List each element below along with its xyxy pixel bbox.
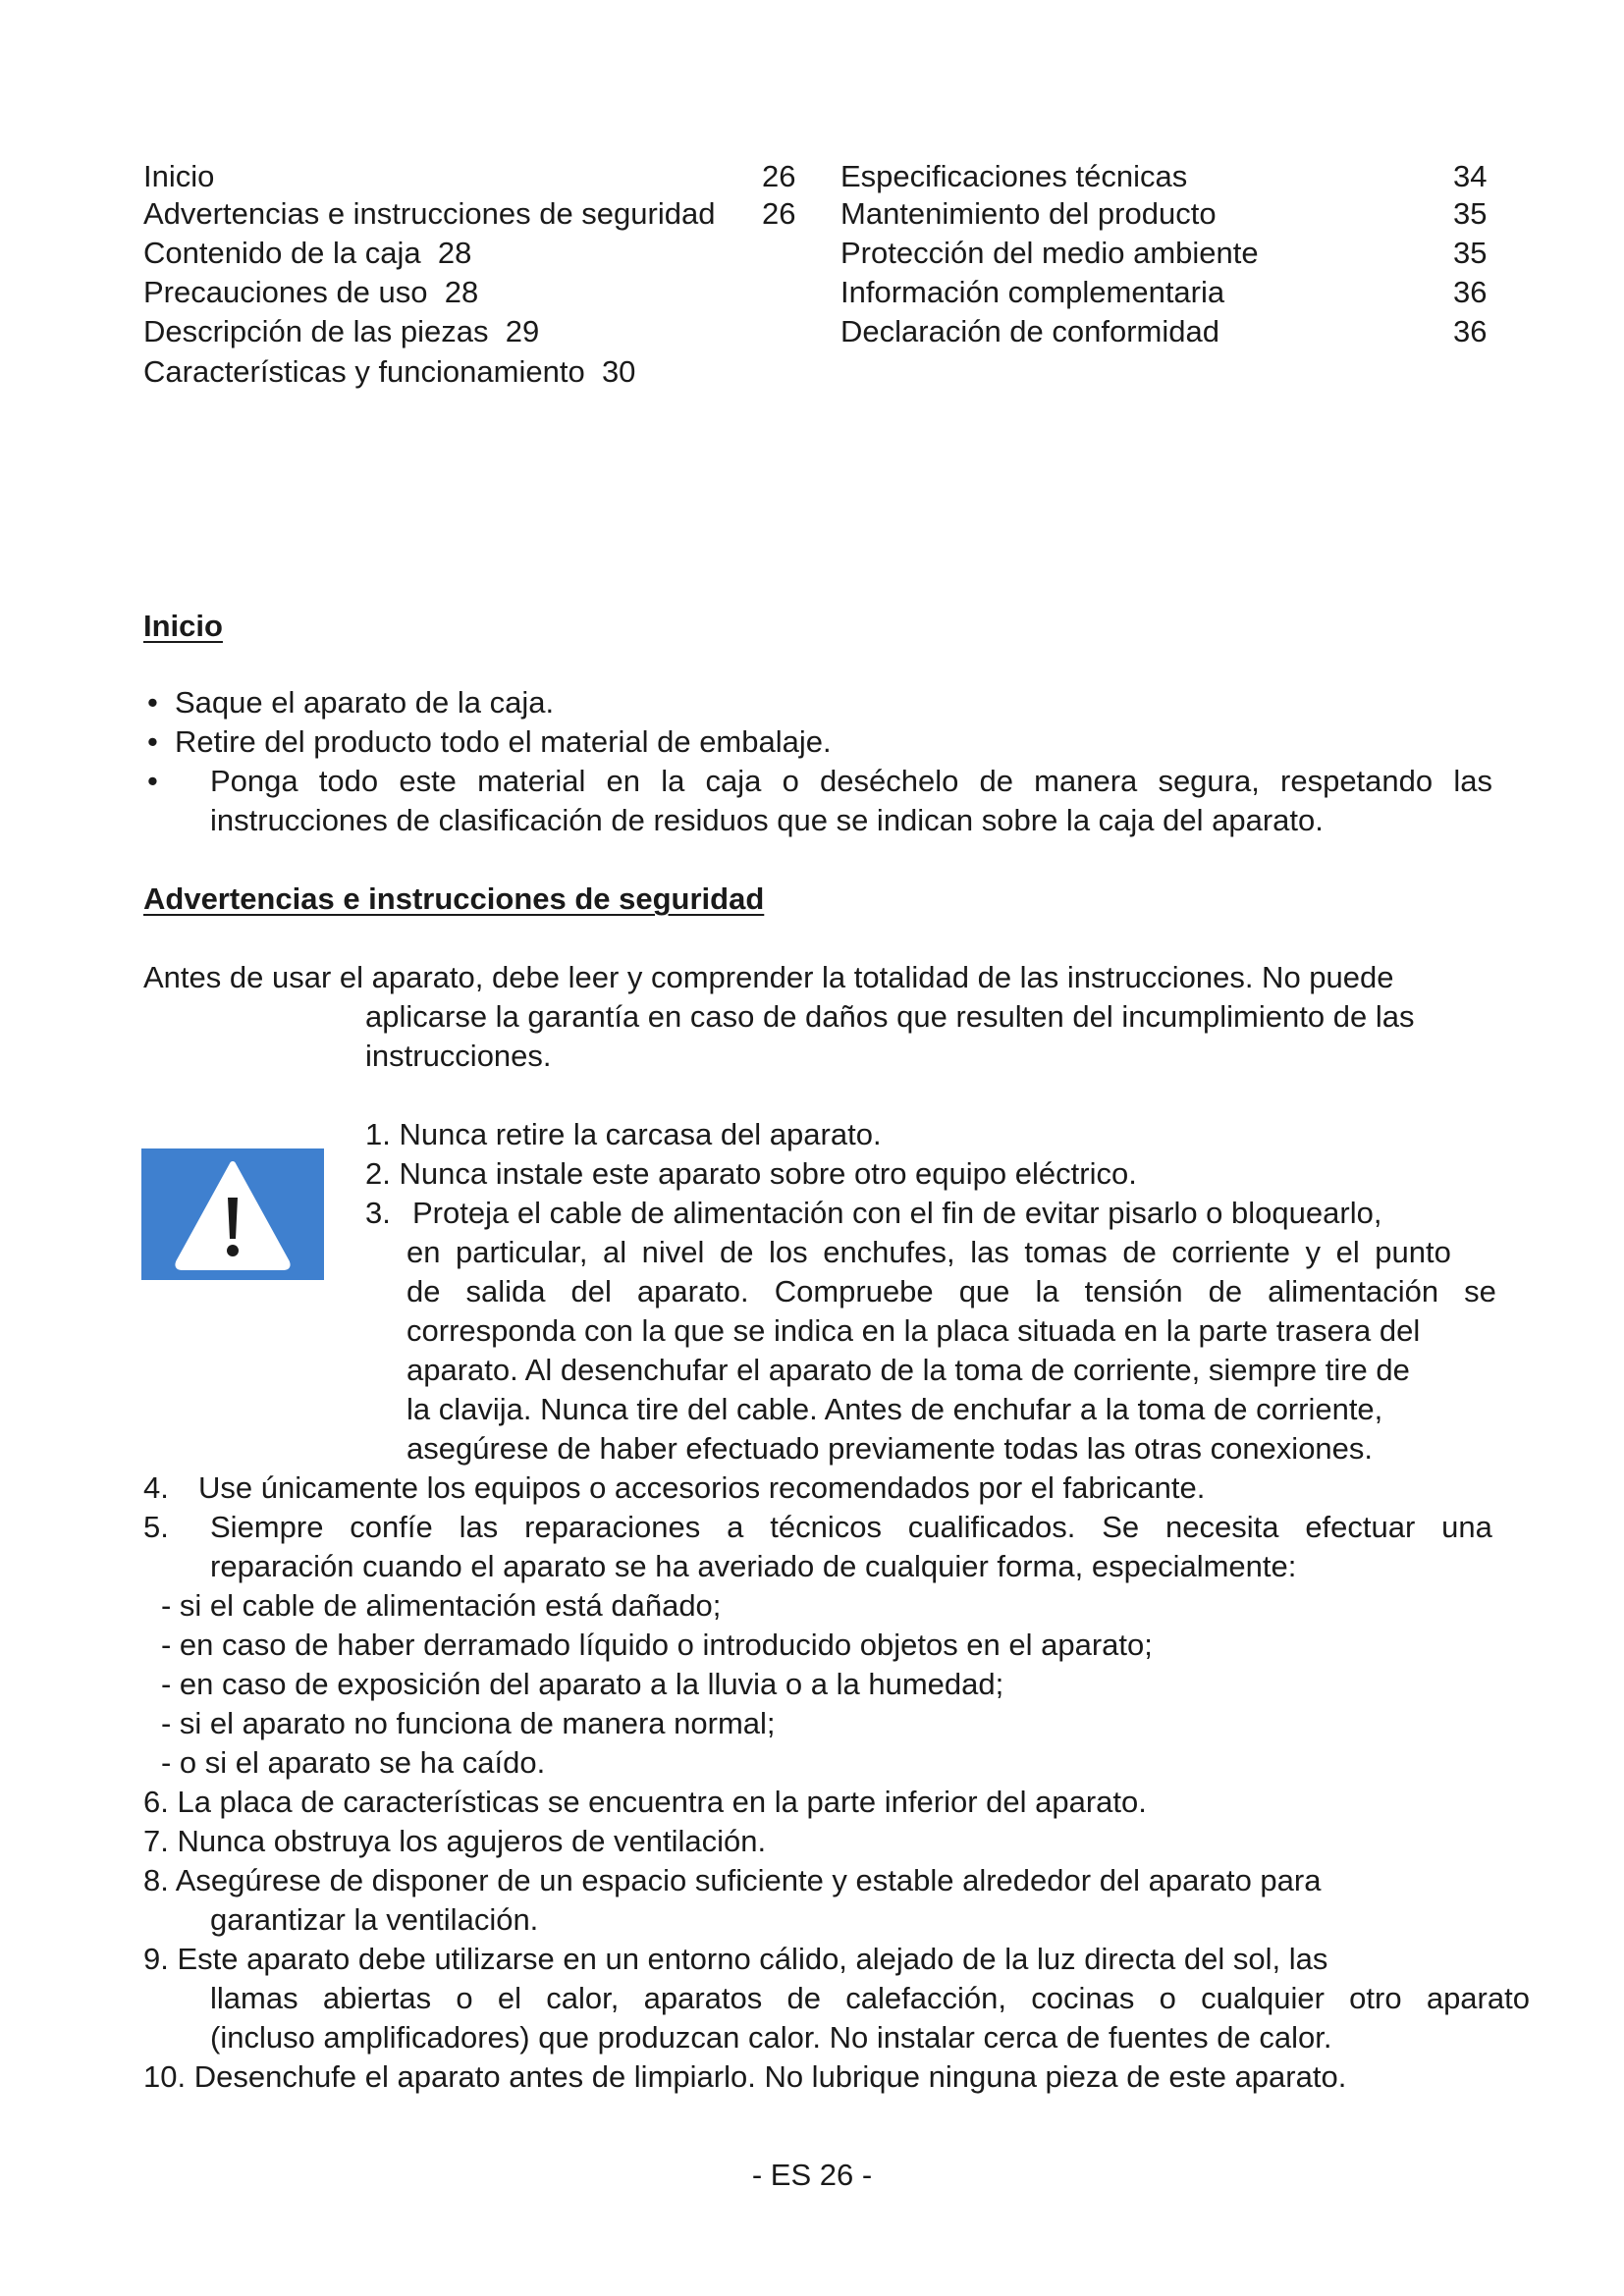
toc-entry-title[interactable]: Información complementaria bbox=[840, 275, 1225, 309]
dash-item: - o si el aparato se ha caído. bbox=[161, 1745, 546, 1780]
page-number: - ES 26 - bbox=[751, 2158, 873, 2192]
intro-paragraph: instrucciones. bbox=[365, 1039, 552, 1073]
word: tomas bbox=[1024, 1235, 1108, 1269]
list-item: Use únicamente los equipos o accesorios recomendados por el fabricante. bbox=[198, 1470, 1206, 1505]
word: las bbox=[970, 1235, 1009, 1269]
list-item-continuation bbox=[406, 1276, 1496, 1307]
word: efectuar bbox=[1305, 1510, 1416, 1544]
word: las bbox=[459, 1510, 499, 1544]
word: de bbox=[406, 1274, 441, 1308]
list-item: 6. La placa de características se encuentra en la parte inferior del aparato. bbox=[143, 1785, 1147, 1819]
word: o bbox=[782, 764, 799, 798]
warning-icon bbox=[141, 1148, 324, 1280]
word: salida bbox=[465, 1274, 546, 1308]
toc-entry-title: Precauciones de uso bbox=[143, 275, 428, 309]
toc-entry-page: 30 bbox=[601, 354, 636, 389]
toc-entry-page: 26 bbox=[762, 196, 796, 231]
word: los bbox=[769, 1235, 808, 1269]
word: se bbox=[1464, 1274, 1496, 1308]
word: el bbox=[1335, 1235, 1360, 1269]
list-item: 8. Asegúrese de disponer de un espacio suficiente y estable alrededor del aparato para bbox=[143, 1863, 1322, 1897]
word: necesita bbox=[1165, 1510, 1279, 1544]
warning-triangle-icon bbox=[141, 1148, 324, 1280]
toc-entry-title[interactable]: Inicio bbox=[143, 159, 215, 193]
list-item-continuation: corresponda con la que se indica en la placa situada en la parte trasera del bbox=[406, 1313, 1421, 1348]
toc-entry-title[interactable]: Protección del medio ambiente bbox=[840, 236, 1259, 270]
list-number: 3. bbox=[365, 1196, 391, 1230]
list-item: 10. Desenchufe el aparato antes de limpiarlo. No lubrique ninguna pieza de este aparato. bbox=[143, 2059, 1347, 2094]
list-item-continuation: instrucciones de clasificación de residuos que se indican sobre la caja del aparato. bbox=[210, 803, 1324, 837]
dash-item: - si el aparato no funciona de manera normal; bbox=[161, 1706, 776, 1740]
word: de bbox=[979, 764, 1013, 798]
word: en bbox=[406, 1235, 441, 1269]
list-item-continuation: (incluso amplificadores) que produzcan calor. No instalar cerca de fuentes de calor. bbox=[210, 2020, 1332, 2055]
word: en bbox=[606, 764, 641, 798]
bullet-icon: • bbox=[147, 685, 158, 720]
word: una bbox=[1441, 1510, 1492, 1544]
toc-entry-page: 36 bbox=[1453, 314, 1488, 348]
word: las bbox=[1453, 764, 1492, 798]
list-number: 5. bbox=[143, 1510, 169, 1544]
word: Se bbox=[1102, 1510, 1140, 1544]
word: todo bbox=[318, 764, 379, 798]
list-item-continuation bbox=[210, 1983, 1530, 2013]
dash-item: - en caso de exposición del aparato a la lluvia o a la humedad; bbox=[161, 1667, 1004, 1701]
list-item: Proteja el cable de alimentación con el fin de evitar pisarlo o bloquearlo, bbox=[412, 1196, 1382, 1230]
word: deséchelo bbox=[819, 764, 959, 798]
word: aparato bbox=[1426, 1981, 1530, 2015]
section-heading-inicio: Inicio bbox=[143, 609, 223, 643]
word: caja bbox=[705, 764, 762, 798]
toc-entry-page: 29 bbox=[505, 314, 540, 348]
list-number: 4. bbox=[143, 1470, 169, 1505]
section-heading-safety: Advertencias e instrucciones de seguridad bbox=[143, 881, 765, 916]
word: y bbox=[1305, 1235, 1322, 1269]
toc-entry[interactable] bbox=[143, 356, 635, 387]
word: la bbox=[1035, 1274, 1059, 1308]
word: aparato. bbox=[636, 1274, 749, 1308]
toc-entry-title[interactable]: Especificaciones técnicas bbox=[840, 159, 1188, 193]
intro-paragraph: aplicarse la garantía en caso de daños que resulten del incumplimiento de las bbox=[365, 999, 1415, 1034]
word: otro bbox=[1349, 1981, 1402, 2015]
list-item: 1. Nunca retire la carcasa del aparato. bbox=[365, 1117, 882, 1151]
word: cocinas bbox=[1031, 1981, 1135, 2015]
word: aparatos bbox=[643, 1981, 763, 2015]
toc-entry-title[interactable]: Mantenimiento del producto bbox=[840, 196, 1217, 231]
word: Siempre bbox=[210, 1510, 324, 1544]
word: particular, bbox=[456, 1235, 588, 1269]
word: este bbox=[399, 764, 457, 798]
toc-entry-page: 36 bbox=[1453, 275, 1488, 309]
word: Compruebe bbox=[774, 1274, 934, 1308]
dash-item: - en caso de haber derramado líquido o introducido objetos en el aparato; bbox=[161, 1628, 1153, 1662]
toc-entry[interactable] bbox=[143, 316, 539, 347]
word: tensión bbox=[1084, 1274, 1183, 1308]
word: de bbox=[719, 1235, 754, 1269]
word: punto bbox=[1375, 1235, 1451, 1269]
toc-entry-page: 28 bbox=[444, 275, 479, 309]
word: cualificados. bbox=[907, 1510, 1076, 1544]
toc-entry-page: 28 bbox=[437, 236, 472, 270]
toc-entry[interactable] bbox=[143, 238, 471, 268]
list-item-continuation bbox=[406, 1237, 1451, 1267]
toc-entry-page: 35 bbox=[1453, 236, 1488, 270]
toc-entry-title: Descripción de las piezas bbox=[143, 314, 489, 348]
word: enchufes, bbox=[823, 1235, 955, 1269]
bullet-icon: • bbox=[147, 724, 158, 759]
word: o bbox=[1159, 1981, 1176, 2015]
word: confíe bbox=[350, 1510, 433, 1544]
list-item-continuation: la clavija. Nunca tire del cable. Antes de enchufar a la toma de corriente, bbox=[406, 1392, 1383, 1426]
word: corriente bbox=[1171, 1235, 1290, 1269]
word: que bbox=[958, 1274, 1010, 1308]
word: abiertas bbox=[322, 1981, 432, 2015]
dash-item: - si el cable de alimentación está dañado; bbox=[161, 1588, 722, 1623]
list-item: Saque el aparato de la caja. bbox=[175, 685, 555, 720]
word: a bbox=[727, 1510, 744, 1544]
list-item-continuation: aparato. Al desenchufar el aparato de la toma de corriente, siempre tire de bbox=[406, 1353, 1410, 1387]
word: Ponga bbox=[210, 764, 298, 798]
list-item-continuation: reparación cuando el aparato se ha averiado de cualquier forma, especialmente: bbox=[210, 1549, 1297, 1583]
word: la bbox=[661, 764, 685, 798]
toc-entry-title[interactable]: Declaración de conformidad bbox=[840, 314, 1219, 348]
word: material bbox=[477, 764, 586, 798]
word: alimentación bbox=[1268, 1274, 1439, 1308]
toc-entry-title: Contenido de la caja bbox=[143, 236, 421, 270]
list-item-continuation: asegúrese de haber efectuado previamente todas las otras conexiones. bbox=[406, 1431, 1374, 1466]
list-item: Retire del producto todo el material de embalaje. bbox=[175, 724, 832, 759]
word: de bbox=[786, 1981, 822, 2015]
word: calor, bbox=[546, 1981, 620, 2015]
list-item bbox=[210, 1512, 1492, 1542]
intro-paragraph: Antes de usar el aparato, debe leer y comprender la totalidad de las instrucciones. No puede bbox=[143, 960, 1394, 994]
word: reparaciones bbox=[524, 1510, 701, 1544]
toc-entry-title[interactable]: Advertencias e instrucciones de seguridad bbox=[143, 196, 716, 231]
word: segura, bbox=[1158, 764, 1260, 798]
list-item: 7. Nunca obstruya los agujeros de ventilación. bbox=[143, 1824, 767, 1858]
list-item: 9. Este aparato debe utilizarse en un entorno cálido, alejado de la luz directa del sol, las bbox=[143, 1942, 1328, 1976]
word: llamas bbox=[210, 1981, 298, 2015]
word: de bbox=[1208, 1274, 1243, 1308]
word: nivel bbox=[641, 1235, 705, 1269]
word: manera bbox=[1034, 764, 1138, 798]
word: cualquier bbox=[1201, 1981, 1325, 2015]
list-item bbox=[210, 766, 1492, 796]
bullet-icon: • bbox=[147, 764, 158, 798]
toc-entry-page: 35 bbox=[1453, 196, 1488, 231]
word: técnicos bbox=[770, 1510, 882, 1544]
toc-entry-page: 26 bbox=[762, 159, 796, 193]
word: el bbox=[497, 1981, 522, 2015]
list-item: 2. Nunca instale este aparato sobre otro equipo eléctrico. bbox=[365, 1156, 1137, 1191]
toc-entry-title: Características y funcionamiento bbox=[143, 354, 585, 389]
toc-entry-page: 34 bbox=[1453, 159, 1488, 193]
word: calefacción, bbox=[845, 1981, 1006, 2015]
toc-entry[interactable] bbox=[143, 277, 478, 307]
word: de bbox=[1122, 1235, 1157, 1269]
word: o bbox=[456, 1981, 473, 2015]
list-item-continuation: garantizar la ventilación. bbox=[210, 1902, 539, 1937]
word: respetando bbox=[1280, 764, 1434, 798]
word: al bbox=[602, 1235, 627, 1269]
word: del bbox=[570, 1274, 612, 1308]
